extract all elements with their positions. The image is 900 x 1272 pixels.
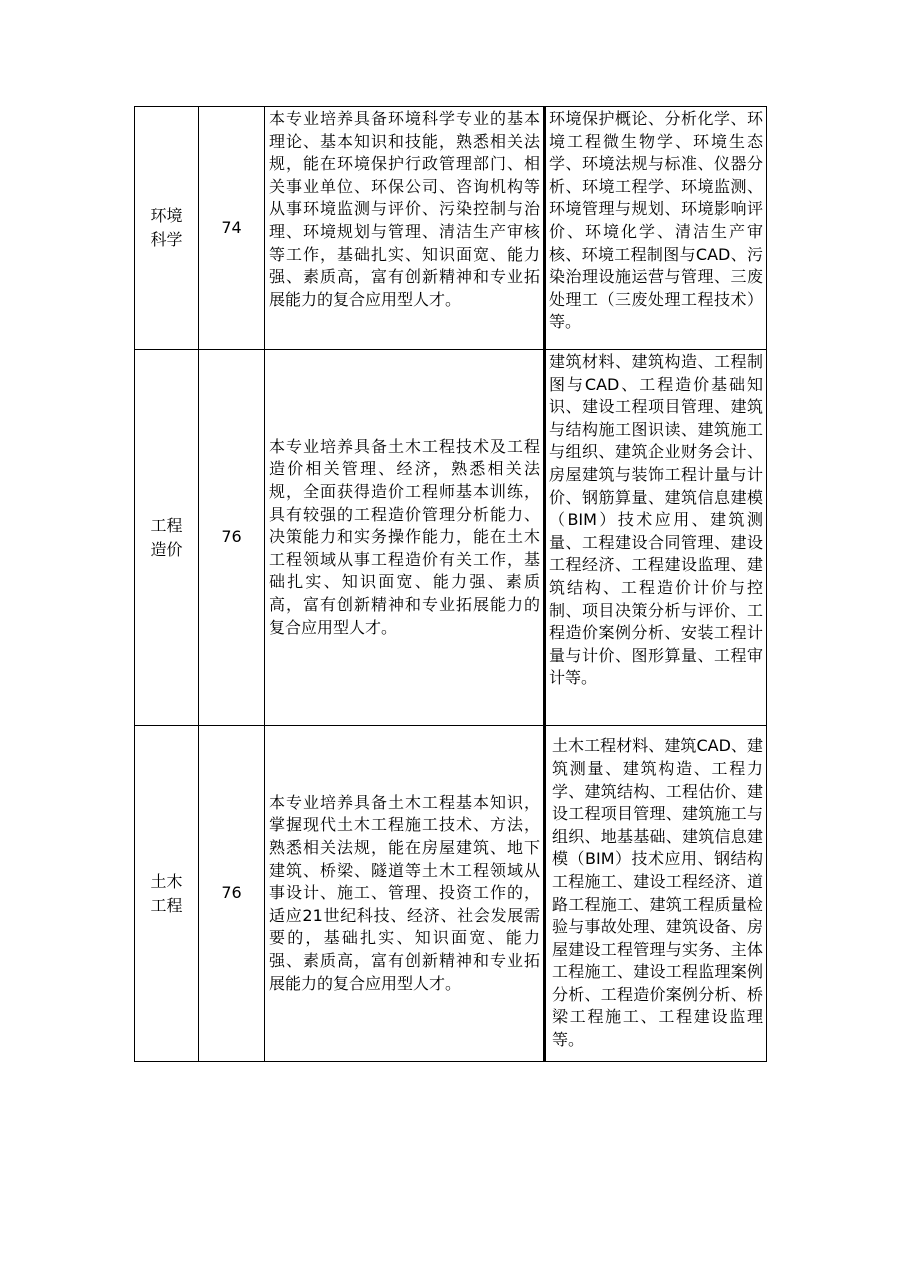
table-row xyxy=(135,726,767,1062)
enrollment-count-cell xyxy=(199,107,265,350)
major-description: 本专业培养具备土木工程基本知识，掌握现代土木工程施工技术、方法，熟悉相关法规，能在房屋建筑、地下建筑、桥梁、隧道等土木工程领域从事设计、施工、管理、投资工作的，适应21世纪科技、经济、社会发展需要的，基础扎实、知识面宽、能力强、素质高，富有创新精神和专业拓展能力的复合应用型人才。 xyxy=(269,792,540,993)
major-name: 工程造价 xyxy=(150,515,183,559)
major-name-cell xyxy=(135,107,199,350)
major-name: 土木工程 xyxy=(150,871,183,915)
major-courses: 土木工程材料、建筑CAD、建筑测量、建筑构造、工程力学、建筑结构、工程估价、建设工程项目管理、建筑施工与组织、地基基础、建筑信息建模（BIM）技术应用、钢结构工程施工、建设工程经济、道路工程施工、建筑工程质量检验与事故处理、建筑设备、房屋建设工程管理与实务、主体工程施工、建设工程监理案例分析、工程造价案例分析、桥梁工程施工、工程建设监理等。 xyxy=(552,736,763,1050)
majors-table xyxy=(134,106,767,1062)
major-name-cell xyxy=(135,726,199,1062)
table-row xyxy=(135,107,767,350)
major-name-cell xyxy=(135,350,199,726)
description-cell xyxy=(265,726,545,1062)
major-description: 本专业培养具备土木工程技术及工程造价相关管理、经济，熟悉相关法规，全面获得造价工程师基本训练，具有较强的工程造价管理分析能力、决策能力和实务操作能力，能在土木工程领域从事工程造价有关工作，基础扎实、知识面宽、能力强、素质高，富有创新精神和专业拓展能力的复合应用型人才。 xyxy=(269,436,540,637)
courses-cell xyxy=(545,107,767,350)
courses-cell xyxy=(545,726,767,1062)
enrollment-count-cell xyxy=(199,726,265,1062)
enrollment-count: 76 xyxy=(221,883,242,903)
description-cell xyxy=(265,350,545,726)
major-name: 环境科学 xyxy=(150,206,183,249)
major-courses: 建筑材料、建筑构造、工程制图与CAD、工程造价基础知识、建设工程项目管理、建筑与结构施工图识读、建筑施工与组织、建筑企业财务会计、房屋建筑与装饰工程计量与计价、钢筋算量、建筑信息建模（BIM）技术应用、建筑测量、工程建设合同管理、建设工程经济、工程建设监理、建筑结构、工程造价计价与控制、项目决策分析与评价、工程造价案例分析、安装工程计量与计价、图形算量、工程审计等。 xyxy=(549,352,763,688)
major-courses: 环境保护概论、分析化学、环境工程微生物学、环境生态学、环境法规与标准、仪器分析、环境工程学、环境监测、环境管理与规划、环境影响评价、环境化学、清洁生产审核、环境工程制图与CAD、污染治理设施运营与管理、三废处理工（三废处理工程技术）等。 xyxy=(549,109,763,332)
enrollment-count: 74 xyxy=(221,217,242,237)
table-row xyxy=(135,350,767,726)
enrollment-count: 76 xyxy=(221,527,242,547)
description-cell xyxy=(265,107,545,350)
enrollment-count-cell xyxy=(199,350,265,726)
courses-cell xyxy=(545,350,767,726)
major-description: 本专业培养具备环境科学专业的基本理论、基本知识和技能，熟悉相关法规，能在环境保护行政管理部门、相关事业单位、环保公司、咨询机构等从事环境监测与评价、污染控制与治理、环境规划与管理、清洁生产审核等工作，基础扎实、知识面宽、能力强、素质高，富有创新精神和专业拓展能力的复合应用型人才。 xyxy=(269,109,540,309)
